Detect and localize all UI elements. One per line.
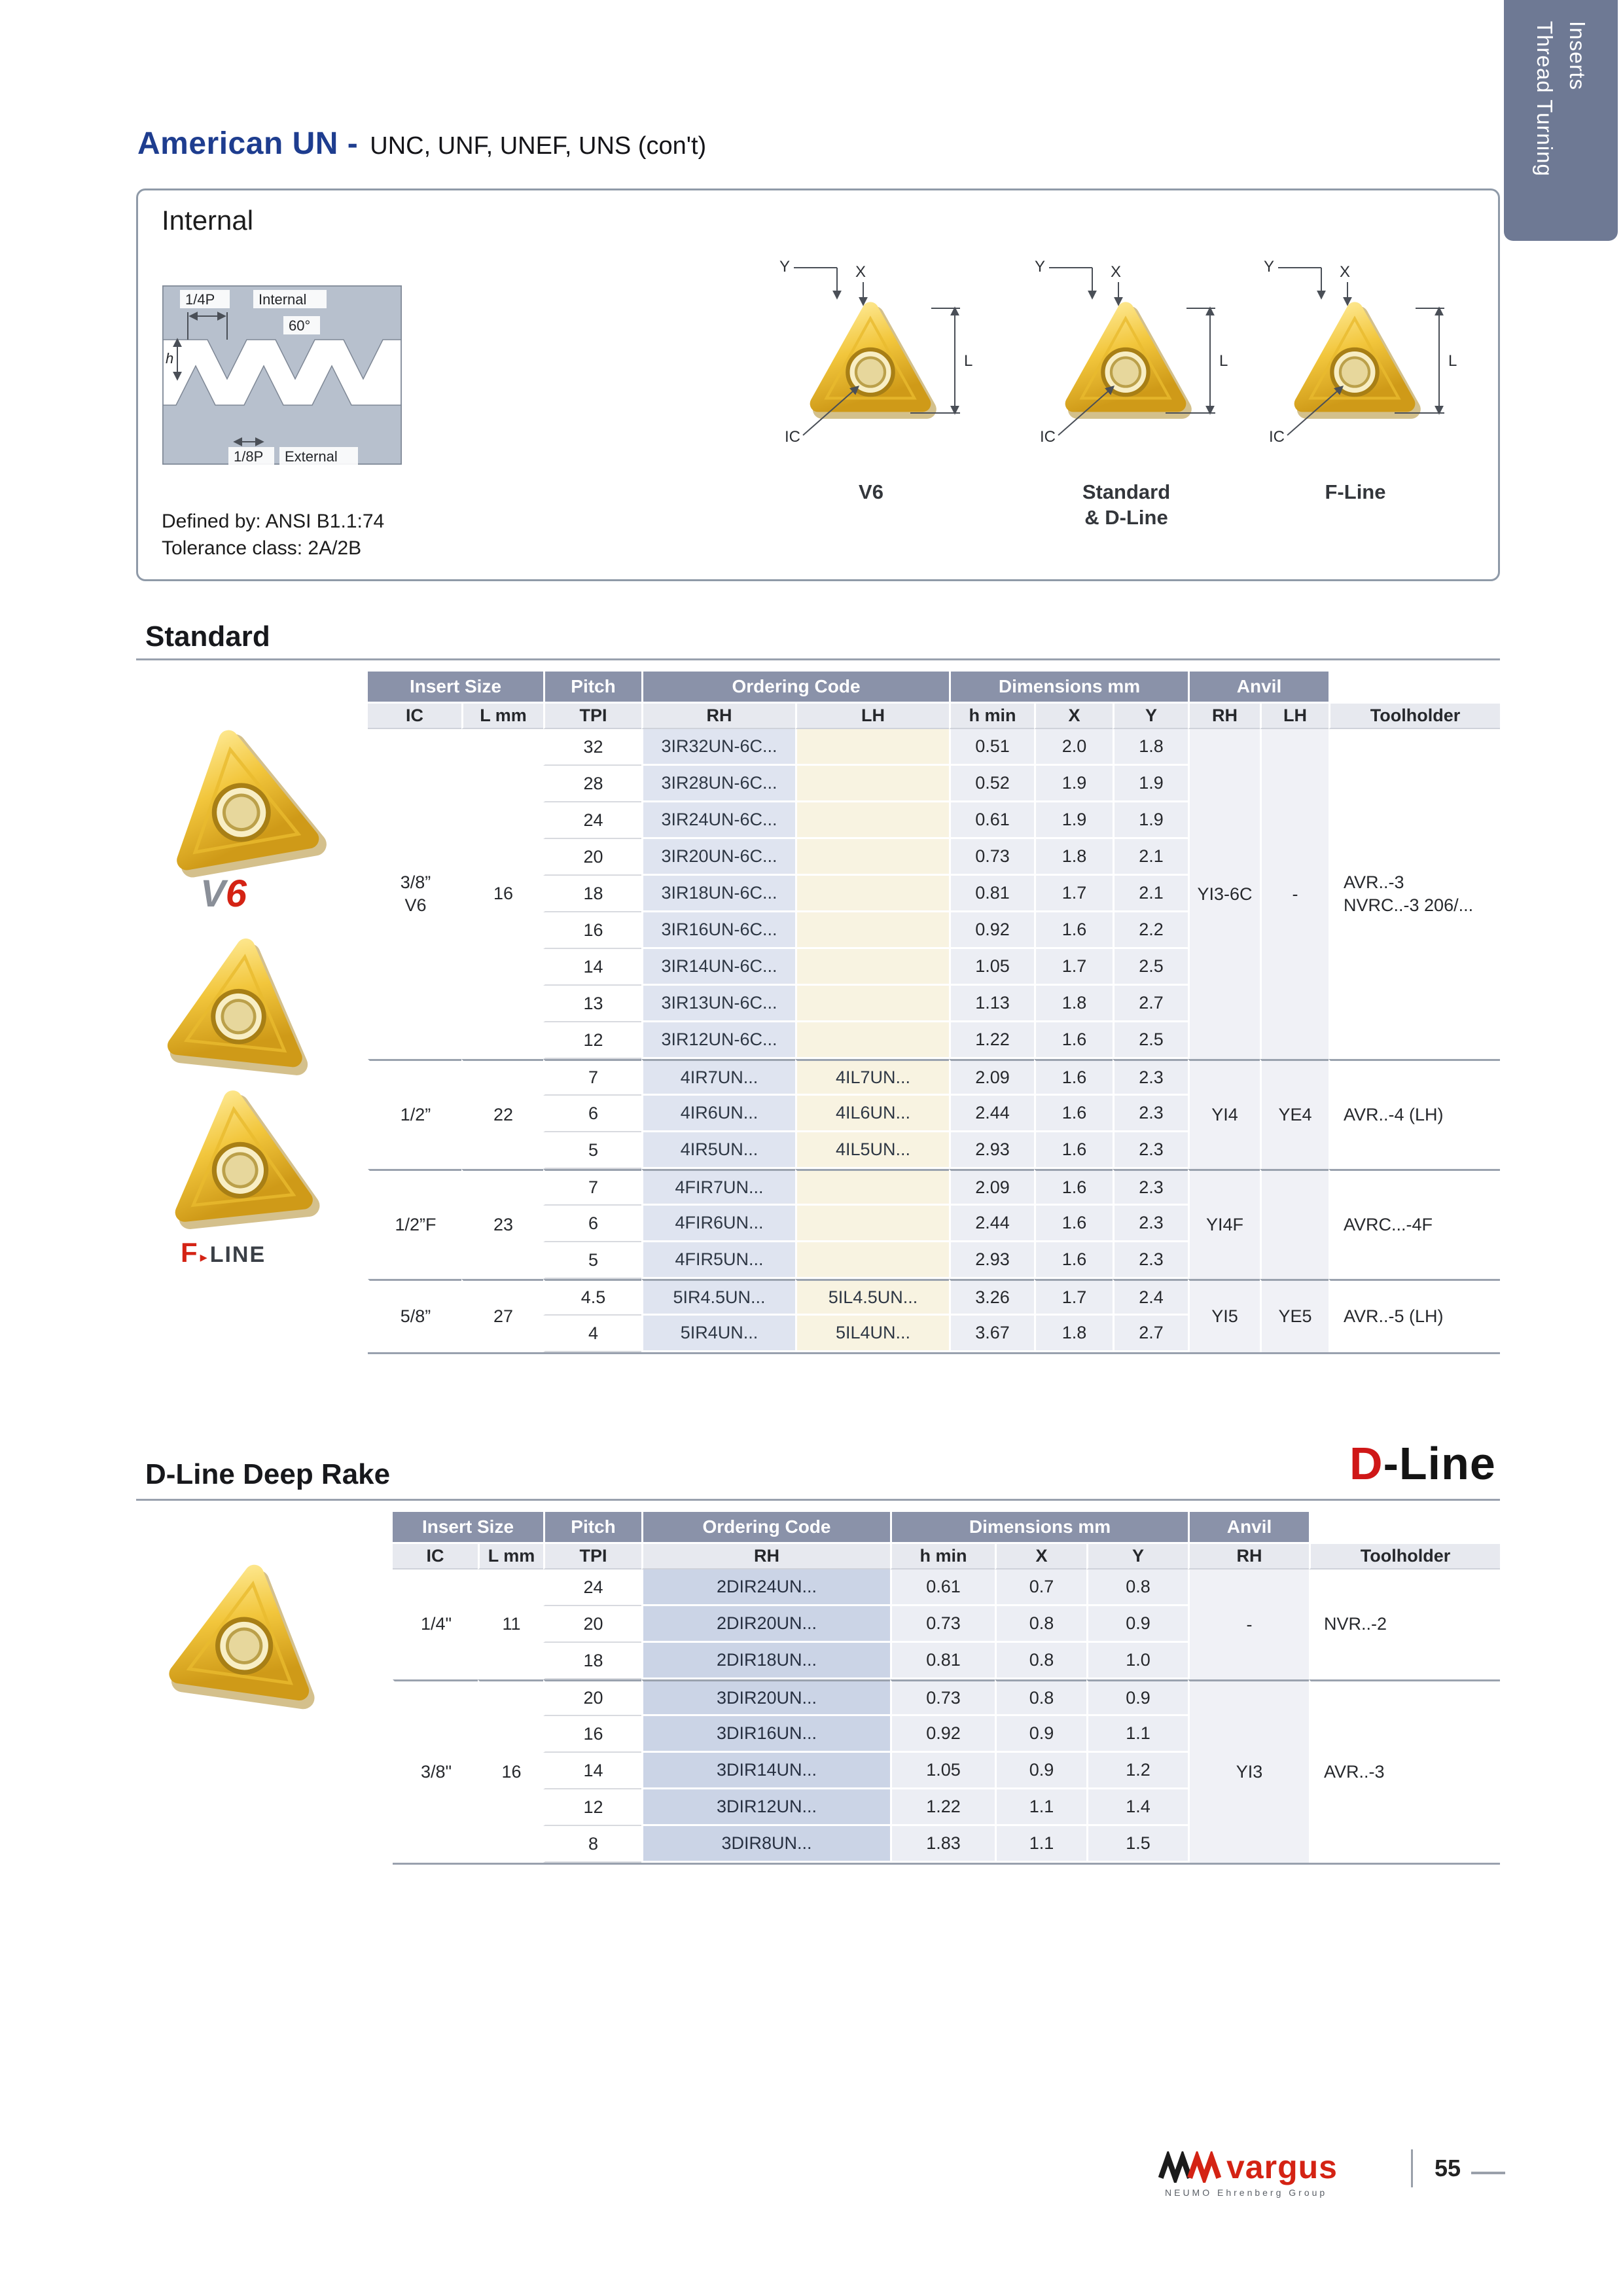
cell-ordering-code-rh: 3IR20UN-6C... <box>641 839 795 876</box>
header-l-mm: L mm <box>478 1542 543 1570</box>
cell-h-min: 1.22 <box>949 1022 1034 1059</box>
cell-h-min: 2.44 <box>949 1206 1034 1242</box>
cell-insert-ic: 3/8” V6 <box>368 729 461 1059</box>
cell-ordering-code-lh <box>795 1206 949 1242</box>
cell-ordering-code-rh: 3DIR20UN... <box>641 1679 890 1716</box>
cell-h-min: 1.05 <box>949 949 1034 986</box>
cell-y: 1.9 <box>1113 766 1188 802</box>
insert-figure-v6 <box>760 248 982 464</box>
dim-label-x: X <box>1111 263 1122 281</box>
cell-pitch-tpi: 14 <box>543 949 641 986</box>
cell-x: 1.1 <box>995 1789 1086 1826</box>
dim-label-ic: IC <box>1269 428 1285 446</box>
figure-standard-dline <box>1015 248 1238 531</box>
cell-x: 0.8 <box>995 1606 1086 1643</box>
cell-h-min: 1.05 <box>890 1753 995 1789</box>
figure-fline <box>1244 248 1467 505</box>
cell-pitch-tpi: 5 <box>543 1242 641 1279</box>
standard-table-row <box>368 1059 1500 1096</box>
diagram-label-internal: Internal <box>259 291 307 308</box>
cell-x: 1.8 <box>1034 986 1113 1022</box>
vargus-logo-mark-icon <box>1158 2151 1221 2183</box>
cell-h-min: 1.13 <box>949 986 1034 1022</box>
figure-caption-v6 <box>760 480 982 505</box>
dline-table <box>393 1512 1500 1863</box>
cell-ordering-code-rh: 4IR7UN... <box>641 1059 795 1096</box>
cell-insert-l: 23 <box>461 1169 543 1279</box>
cell-h-min: 0.73 <box>890 1679 995 1716</box>
header-x: X <box>995 1542 1086 1570</box>
cell-y: 2.5 <box>1113 949 1188 986</box>
cell-y: 1.9 <box>1113 802 1188 839</box>
cell-x: 0.7 <box>995 1570 1086 1606</box>
header-insert-size: Insert Size <box>368 672 543 702</box>
cell-pitch-tpi: 20 <box>543 839 641 876</box>
cell-anvil-rh: - <box>1188 1570 1309 1679</box>
header-ordering-code: Ordering Code <box>641 1512 890 1542</box>
diagram-label-eighth-p: 1/8P <box>234 448 264 465</box>
cell-ordering-code-lh: 4IL6UN... <box>795 1096 949 1132</box>
cell-pitch-tpi: 20 <box>543 1679 641 1716</box>
dline-logo <box>1349 1437 1496 1490</box>
cell-y: 1.8 <box>1113 729 1188 766</box>
cell-y: 2.3 <box>1113 1132 1188 1169</box>
header-toolholder: Toolholder <box>1309 1542 1500 1570</box>
cell-insert-l: 11 <box>478 1570 543 1679</box>
figure-caption-text: & D-Line <box>1084 505 1168 529</box>
header-h-min: h min <box>949 702 1034 729</box>
cell-insert-ic: 1/2”F <box>368 1169 461 1279</box>
cell-pitch-tpi: 18 <box>543 876 641 912</box>
cell-ordering-code-lh: 5IL4.5UN... <box>795 1279 949 1316</box>
cell-anvil-rh: YI4F <box>1188 1169 1260 1279</box>
dim-label-y: Y <box>779 258 791 276</box>
cell-ordering-code-lh: 5IL4UN... <box>795 1316 949 1352</box>
vargus-logo-subtext: NEUMO Ehrenberg Group <box>1165 2187 1328 2198</box>
cell-ordering-code-rh: 3IR13UN-6C... <box>641 986 795 1022</box>
cell-toolholder: AVR..-4 (LH) <box>1329 1059 1500 1169</box>
cell-ordering-code-rh: 4FIR5UN... <box>641 1242 795 1279</box>
cell-ordering-code-lh <box>795 729 949 766</box>
header-ic: IC <box>368 702 461 729</box>
cell-ordering-code-rh: 2DIR18UN... <box>641 1643 890 1679</box>
cell-ordering-code-rh: 4FIR7UN... <box>641 1169 795 1206</box>
cell-x: 1.8 <box>1034 1316 1113 1352</box>
cell-x: 1.6 <box>1034 912 1113 949</box>
cell-pitch-tpi: 13 <box>543 986 641 1022</box>
cell-x: 1.9 <box>1034 766 1113 802</box>
cell-x: 1.6 <box>1034 1022 1113 1059</box>
header-toolholder: Toolholder <box>1329 702 1500 729</box>
cell-x: 0.8 <box>995 1679 1086 1716</box>
header-x: X <box>1034 702 1113 729</box>
cell-h-min: 2.09 <box>949 1169 1034 1206</box>
cell-ordering-code-rh: 3IR14UN-6C... <box>641 949 795 986</box>
cell-insert-l: 27 <box>461 1279 543 1352</box>
cell-anvil-rh: YI4 <box>1188 1059 1260 1169</box>
cell-toolholder: AVR..-3 NVRC..-3 206/... <box>1329 729 1500 1059</box>
cell-pitch-tpi: 4.5 <box>543 1279 641 1316</box>
cell-y: 1.1 <box>1086 1716 1188 1753</box>
cell-h-min: 2.93 <box>949 1242 1034 1279</box>
dim-label-l: L <box>1219 352 1228 370</box>
cell-ordering-code-lh <box>795 949 949 986</box>
cell-h-min: 1.22 <box>890 1789 995 1826</box>
cell-y: 2.3 <box>1113 1059 1188 1096</box>
header-ordering-lh: LH <box>795 702 949 729</box>
cell-x: 1.7 <box>1034 876 1113 912</box>
cell-ordering-code-lh <box>795 986 949 1022</box>
cell-x: 1.7 <box>1034 949 1113 986</box>
thread-profile-diagram <box>158 266 406 482</box>
dline-section-heading: D-Line Deep Rake <box>145 1458 391 1490</box>
insert-photo-dline <box>154 1547 336 1732</box>
cell-y: 2.7 <box>1113 1316 1188 1352</box>
cell-ordering-code-lh: 4IL7UN... <box>795 1059 949 1096</box>
insert-figure-fline <box>1244 248 1467 464</box>
header-h-min: h min <box>890 1542 995 1570</box>
cell-ordering-code-rh: 5IR4UN... <box>641 1316 795 1352</box>
cell-ordering-code-lh <box>795 1242 949 1279</box>
cell-ordering-code-lh <box>795 1022 949 1059</box>
internal-section-box <box>136 188 1500 581</box>
cell-ordering-code-rh: 3IR32UN-6C... <box>641 729 795 766</box>
header-anvil-rh: RH <box>1188 1542 1309 1570</box>
cell-h-min: 2.09 <box>949 1059 1034 1096</box>
cell-x: 0.9 <box>995 1716 1086 1753</box>
cell-y: 2.1 <box>1113 876 1188 912</box>
cell-pitch-tpi: 28 <box>543 766 641 802</box>
standard-header-row <box>368 702 1500 729</box>
cell-h-min: 0.61 <box>890 1570 995 1606</box>
cell-ordering-code-lh <box>795 876 949 912</box>
dline-table-row <box>393 1679 1500 1716</box>
diagram-label-angle: 60° <box>289 317 311 334</box>
footer <box>1158 2148 1338 2198</box>
header-anvil: Anvil <box>1188 672 1329 702</box>
cell-x: 1.6 <box>1034 1096 1113 1132</box>
header-anvil: Anvil <box>1188 1512 1309 1542</box>
cell-insert-ic: 1/2” <box>368 1059 461 1169</box>
header-dimensions-mm: Dimensions mm <box>949 672 1188 702</box>
cell-ordering-code-lh <box>795 912 949 949</box>
header-anvil-lh: LH <box>1260 702 1329 729</box>
cell-anvil-rh: YI3-6C <box>1188 729 1260 1059</box>
cell-pitch-tpi: 32 <box>543 729 641 766</box>
cell-anvil-lh <box>1260 1169 1329 1279</box>
figure-caption-text: Standard <box>1082 480 1171 503</box>
cell-pitch-tpi: 16 <box>543 912 641 949</box>
dline-logo-rest: -Line <box>1383 1438 1496 1489</box>
cell-ordering-code-lh <box>795 839 949 876</box>
header-anvil-rh: RH <box>1188 702 1260 729</box>
insert-photo-fline <box>153 1076 326 1252</box>
cell-ordering-code-rh: 3IR28UN-6C... <box>641 766 795 802</box>
cell-x: 0.9 <box>995 1753 1086 1789</box>
dim-label-y: Y <box>1264 258 1275 276</box>
v6-logo-v: V <box>200 872 226 915</box>
cell-toolholder: AVRC...-4F <box>1329 1169 1500 1279</box>
cell-h-min: 0.73 <box>890 1606 995 1643</box>
cell-pitch-tpi: 6 <box>543 1206 641 1242</box>
header-ordering-code: Ordering Code <box>641 672 949 702</box>
cell-h-min: 2.44 <box>949 1096 1034 1132</box>
standard-table-row <box>368 729 1500 766</box>
cell-pitch-tpi: 24 <box>543 802 641 839</box>
cell-pitch-tpi: 24 <box>543 1570 641 1606</box>
cell-h-min: 2.93 <box>949 1132 1034 1169</box>
standard-table <box>368 672 1500 1352</box>
dim-label-ic: IC <box>1040 428 1056 446</box>
cell-y: 2.7 <box>1113 986 1188 1022</box>
header-l-mm: L mm <box>461 702 543 729</box>
cell-pitch-tpi: 20 <box>543 1606 641 1643</box>
vargus-logo <box>1158 2148 1338 2186</box>
fline-logo-f: F <box>181 1237 198 1268</box>
cell-ordering-code-rh: 4IR5UN... <box>641 1132 795 1169</box>
cell-ordering-code-rh: 2DIR20UN... <box>641 1606 890 1643</box>
dline-header-row <box>393 1542 1500 1570</box>
dim-label-l: L <box>1448 352 1457 370</box>
page-number: 55 <box>1435 2155 1461 2181</box>
cell-pitch-tpi: 4 <box>543 1316 641 1352</box>
page-title-sub: UNC, UNF, UNEF, UNS (con't) <box>370 132 707 160</box>
defined-by-line: Defined by: ANSI B1.1:74 <box>162 511 385 532</box>
cell-pitch-tpi: 12 <box>543 1789 641 1826</box>
diagram-label-quarter-p: 1/4P <box>185 291 215 308</box>
cell-anvil-lh: YE4 <box>1260 1059 1329 1169</box>
cell-pitch-tpi: 7 <box>543 1169 641 1206</box>
cell-h-min: 0.51 <box>949 729 1034 766</box>
cell-ordering-code-rh: 3IR16UN-6C... <box>641 912 795 949</box>
cell-x: 0.8 <box>995 1643 1086 1679</box>
dline-table-container <box>393 1512 1500 1865</box>
side-tab-text-line2: Inserts <box>1565 21 1590 91</box>
page-title-main: American UN - <box>137 126 359 161</box>
figure-caption-fline <box>1244 480 1467 505</box>
cell-anvil-lh: YE5 <box>1260 1279 1329 1352</box>
header-pitch: Pitch <box>543 1512 641 1542</box>
cell-h-min: 3.67 <box>949 1316 1034 1352</box>
cell-ordering-code-rh: 3IR12UN-6C... <box>641 1022 795 1059</box>
tolerance-line: Tolerance class: 2A/2B <box>162 537 362 559</box>
cell-y: 2.3 <box>1113 1206 1188 1242</box>
cell-insert-l: 16 <box>461 729 543 1059</box>
side-tab-thread-turning-inserts <box>1504 0 1618 241</box>
dline-header-group-row <box>393 1512 1500 1542</box>
cell-ordering-code-rh: 3IR18UN-6C... <box>641 876 795 912</box>
header-spacer <box>1329 672 1500 702</box>
cell-pitch-tpi: 12 <box>543 1022 641 1059</box>
dline-table-row <box>393 1570 1500 1606</box>
cell-ordering-code-rh: 3DIR16UN... <box>641 1716 890 1753</box>
cell-pitch-tpi: 14 <box>543 1753 641 1789</box>
cell-h-min: 3.26 <box>949 1279 1034 1316</box>
cell-h-min: 1.83 <box>890 1826 995 1863</box>
cell-y: 2.5 <box>1113 1022 1188 1059</box>
cell-x: 2.0 <box>1034 729 1113 766</box>
cell-x: 1.7 <box>1034 1279 1113 1316</box>
header-pitch: Pitch <box>543 672 641 702</box>
cell-ordering-code-rh: 2DIR24UN... <box>641 1570 890 1606</box>
cell-pitch-tpi: 6 <box>543 1096 641 1132</box>
header-ic: IC <box>393 1542 478 1570</box>
cell-h-min: 0.52 <box>949 766 1034 802</box>
diagram-label-h: h <box>166 350 174 367</box>
cell-insert-ic: 3/8" <box>393 1679 478 1863</box>
cell-pitch-tpi: 7 <box>543 1059 641 1096</box>
cell-y: 2.4 <box>1113 1279 1188 1316</box>
cell-insert-l: 16 <box>478 1679 543 1863</box>
header-spacer <box>1309 1512 1500 1542</box>
cell-ordering-code-lh: 4IL5UN... <box>795 1132 949 1169</box>
cell-anvil-rh: YI3 <box>1188 1679 1309 1863</box>
page-title <box>137 126 706 162</box>
cell-x: 1.6 <box>1034 1059 1113 1096</box>
cell-y: 1.2 <box>1086 1753 1188 1789</box>
cell-h-min: 0.73 <box>949 839 1034 876</box>
header-dimensions-mm: Dimensions mm <box>890 1512 1188 1542</box>
internal-heading: Internal <box>162 205 254 236</box>
cell-x: 1.1 <box>995 1826 1086 1863</box>
cell-y: 2.1 <box>1113 839 1188 876</box>
standard-header-group-row <box>368 672 1500 702</box>
standard-section-heading: Standard <box>145 620 270 653</box>
cell-ordering-code-lh <box>795 802 949 839</box>
standard-heading-rule <box>136 658 1500 660</box>
dim-label-l: L <box>964 352 973 370</box>
cell-ordering-code-rh: 4FIR6UN... <box>641 1206 795 1242</box>
header-insert-size: Insert Size <box>393 1512 543 1542</box>
cell-anvil-rh: YI5 <box>1188 1279 1260 1352</box>
figure-caption-text: V6 <box>859 480 883 503</box>
standard-table-row <box>368 1279 1500 1316</box>
cell-y: 0.9 <box>1086 1679 1188 1716</box>
cell-y: 1.0 <box>1086 1643 1188 1679</box>
diagram-label-external: External <box>285 448 338 465</box>
cell-y: 1.4 <box>1086 1789 1188 1826</box>
cell-y: 1.5 <box>1086 1826 1188 1863</box>
side-tab-text-line1: Thread Turning <box>1533 21 1557 177</box>
cell-anvil-lh: - <box>1260 729 1329 1059</box>
cell-ordering-code-rh: 5IR4.5UN... <box>641 1279 795 1316</box>
dline-logo-d: D <box>1349 1438 1383 1489</box>
cell-insert-l: 22 <box>461 1059 543 1169</box>
fline-logo-separator-icon: ▸ <box>200 1249 207 1265</box>
cell-insert-ic: 5/8” <box>368 1279 461 1352</box>
insert-figure-standard <box>1015 248 1238 464</box>
cell-pitch-tpi: 18 <box>543 1643 641 1679</box>
cell-ordering-code-rh: 4IR6UN... <box>641 1096 795 1132</box>
cell-toolholder: AVR..-3 <box>1309 1679 1500 1863</box>
figure-caption-text: F-Line <box>1325 480 1386 503</box>
cell-toolholder: NVR..-2 <box>1309 1570 1500 1679</box>
cell-ordering-code-rh: 3DIR8UN... <box>641 1826 890 1863</box>
cell-x: 1.6 <box>1034 1169 1113 1206</box>
cell-x: 1.6 <box>1034 1132 1113 1169</box>
header-ordering-rh: RH <box>641 1542 890 1570</box>
header-tpi: TPI <box>543 1542 641 1570</box>
header-y: Y <box>1113 702 1188 729</box>
footer-edge-rule <box>1471 2172 1505 2174</box>
cell-y: 0.9 <box>1086 1606 1188 1643</box>
cell-insert-ic: 1/4" <box>393 1570 478 1679</box>
cell-toolholder: AVR..-5 (LH) <box>1329 1279 1500 1352</box>
cell-x: 1.6 <box>1034 1242 1113 1279</box>
cell-ordering-code-rh: 3DIR12UN... <box>641 1789 890 1826</box>
footer-divider <box>1411 2149 1413 2187</box>
cell-h-min: 0.81 <box>949 876 1034 912</box>
v6-logo <box>200 872 247 916</box>
cell-h-min: 0.92 <box>890 1716 995 1753</box>
dim-label-x: X <box>1340 263 1351 281</box>
cell-h-min: 0.81 <box>890 1643 995 1679</box>
dim-label-y: Y <box>1035 258 1046 276</box>
dline-heading-rule <box>136 1499 1500 1501</box>
cell-ordering-code-lh <box>795 1169 949 1206</box>
cell-h-min: 0.92 <box>949 912 1034 949</box>
cell-y: 2.3 <box>1113 1169 1188 1206</box>
header-tpi: TPI <box>543 702 641 729</box>
header-y: Y <box>1086 1542 1188 1570</box>
figure-caption-standard-dline <box>1015 480 1238 531</box>
standard-table-container <box>368 672 1500 1354</box>
fline-logo-line: LINE <box>209 1242 266 1267</box>
fline-logo <box>181 1237 266 1268</box>
figure-v6 <box>760 248 982 505</box>
cell-ordering-code-rh: 3DIR14UN... <box>641 1753 890 1789</box>
cell-pitch-tpi: 8 <box>543 1826 641 1863</box>
cell-x: 1.6 <box>1034 1206 1113 1242</box>
v6-logo-6: 6 <box>225 872 247 915</box>
cell-x: 1.8 <box>1034 839 1113 876</box>
defined-by-note <box>162 509 384 562</box>
cell-y: 2.3 <box>1113 1242 1188 1279</box>
header-ordering-rh: RH <box>641 702 795 729</box>
cell-y: 2.2 <box>1113 912 1188 949</box>
cell-ordering-code-lh <box>795 766 949 802</box>
cell-ordering-code-rh: 3IR24UN-6C... <box>641 802 795 839</box>
dim-label-x: X <box>855 263 866 281</box>
cell-x: 1.9 <box>1034 802 1113 839</box>
cell-y: 0.8 <box>1086 1570 1188 1606</box>
cell-pitch-tpi: 16 <box>543 1716 641 1753</box>
insert-photo-standard <box>154 924 324 1096</box>
vargus-logo-text: vargus <box>1226 2149 1338 2185</box>
cell-h-min: 0.61 <box>949 802 1034 839</box>
dim-label-ic: IC <box>785 428 800 446</box>
cell-pitch-tpi: 5 <box>543 1132 641 1169</box>
standard-table-row <box>368 1169 1500 1206</box>
cell-y: 2.3 <box>1113 1096 1188 1132</box>
